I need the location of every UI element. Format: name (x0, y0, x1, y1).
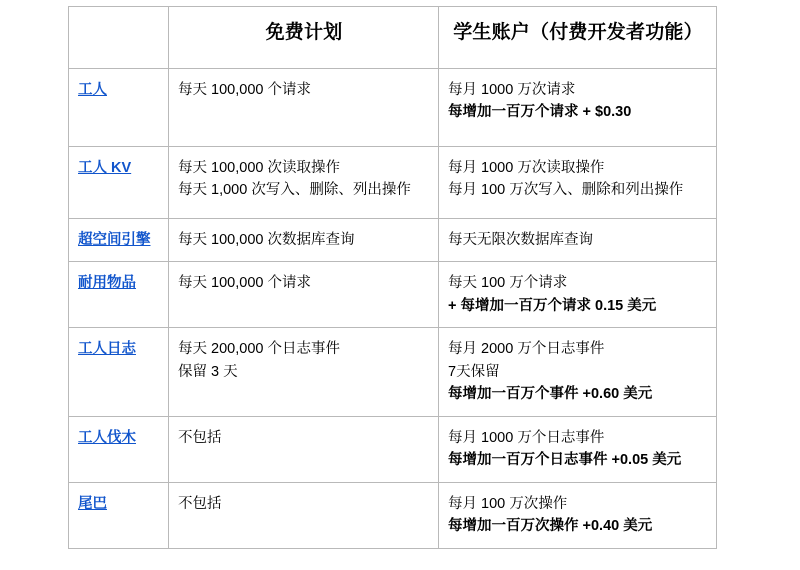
feature-link-workers-logs[interactable]: 工人日志 (78, 341, 136, 358)
paid-line: 每月 1000 万次读取操作 (448, 160, 605, 176)
free-line: 保留 3 天 (178, 363, 238, 380)
free-line: 每天 200,000 个日志事件 (178, 341, 340, 358)
feature-link-durable-objects[interactable]: 耐用物品 (78, 275, 136, 292)
row-paid-workers (439, 69, 717, 147)
paid-line: 每月 100 万次操作 (448, 495, 568, 512)
paid-line: 每增加一百万个日志事件 +0.05 美元 (448, 452, 682, 469)
row-paid-logpush (439, 416, 717, 482)
free-line: 不包括 (178, 495, 222, 512)
paid-line: 7天保留 (448, 363, 500, 380)
feature-link-workers[interactable]: 工人 (78, 82, 107, 98)
feature-link-logpush[interactable]: 工人伐木 (78, 429, 136, 446)
table-header-cell-student-account: 学生账户（付费开发者功能） (439, 7, 717, 69)
table-row (69, 416, 717, 482)
row-feature-hyperdrive (69, 219, 169, 262)
document-page (0, 6, 800, 570)
row-free-workers (169, 69, 439, 147)
free-line: 每天 100,000 个请求 (178, 82, 311, 98)
free-line: 每天 1,000 次写入、删除、列出操作 (178, 182, 411, 199)
table-row (69, 219, 717, 262)
table-row (69, 328, 717, 416)
paid-line: 每月 1000 万个日志事件 (448, 429, 605, 446)
paid-line: 每增加一百万个事件 +0.60 美元 (448, 386, 653, 403)
free-line: 每天 100,000 次读取操作 (178, 160, 340, 176)
row-free-logpush (169, 416, 439, 482)
row-free-workers-kv (169, 147, 439, 219)
table-header-row (69, 7, 717, 69)
paid-line: 每月 100 万次写入、删除和列出操作 (448, 182, 684, 199)
row-free-durable-objects (169, 262, 439, 328)
paid-line: 每天无限次数据库查询 (448, 232, 593, 248)
feature-link-workers-kv[interactable]: 工人 KV (78, 160, 132, 176)
row-feature-workers (69, 69, 169, 147)
row-feature-logpush (69, 416, 169, 482)
table-header-cell-free-plan: 免费计划 (169, 7, 439, 69)
table-row (69, 482, 717, 548)
row-paid-hyperdrive (439, 219, 717, 262)
table-row (69, 69, 717, 147)
paid-line: 每增加一百万个请求 + $0.30 (448, 104, 632, 121)
row-feature-durable-objects (69, 262, 169, 328)
row-feature-queues (69, 482, 169, 548)
free-line: 不包括 (178, 429, 222, 446)
row-free-queues (169, 482, 439, 548)
feature-link-queues[interactable]: 尾巴 (78, 495, 107, 512)
table-body (69, 69, 717, 549)
free-line: 每天 100,000 次数据库查询 (178, 232, 355, 248)
table-header (69, 7, 717, 69)
row-paid-durable-objects (439, 262, 717, 328)
table-row (69, 147, 717, 219)
paid-line: 每月 1000 万次请求 (448, 82, 576, 98)
row-free-hyperdrive (169, 219, 439, 262)
pricing-comparison-table (68, 6, 717, 549)
table-header-cell-blank (69, 7, 169, 69)
feature-link-hyperdrive[interactable]: 超空间引擎 (78, 232, 151, 248)
row-paid-workers-logs (439, 328, 717, 416)
row-feature-workers-kv (69, 147, 169, 219)
row-paid-queues (439, 482, 717, 548)
paid-line: 每天 100 万个请求 (448, 275, 568, 292)
table-row (69, 262, 717, 328)
row-paid-workers-kv (439, 147, 717, 219)
paid-line: 每月 2000 万个日志事件 (448, 341, 605, 358)
paid-line: + 每增加一百万个请求 0.15 美元 (448, 297, 657, 314)
row-feature-workers-logs (69, 328, 169, 416)
row-free-workers-logs (169, 328, 439, 416)
free-line: 每天 100,000 个请求 (178, 275, 311, 292)
paid-line: 每增加一百万次操作 +0.40 美元 (448, 518, 653, 535)
